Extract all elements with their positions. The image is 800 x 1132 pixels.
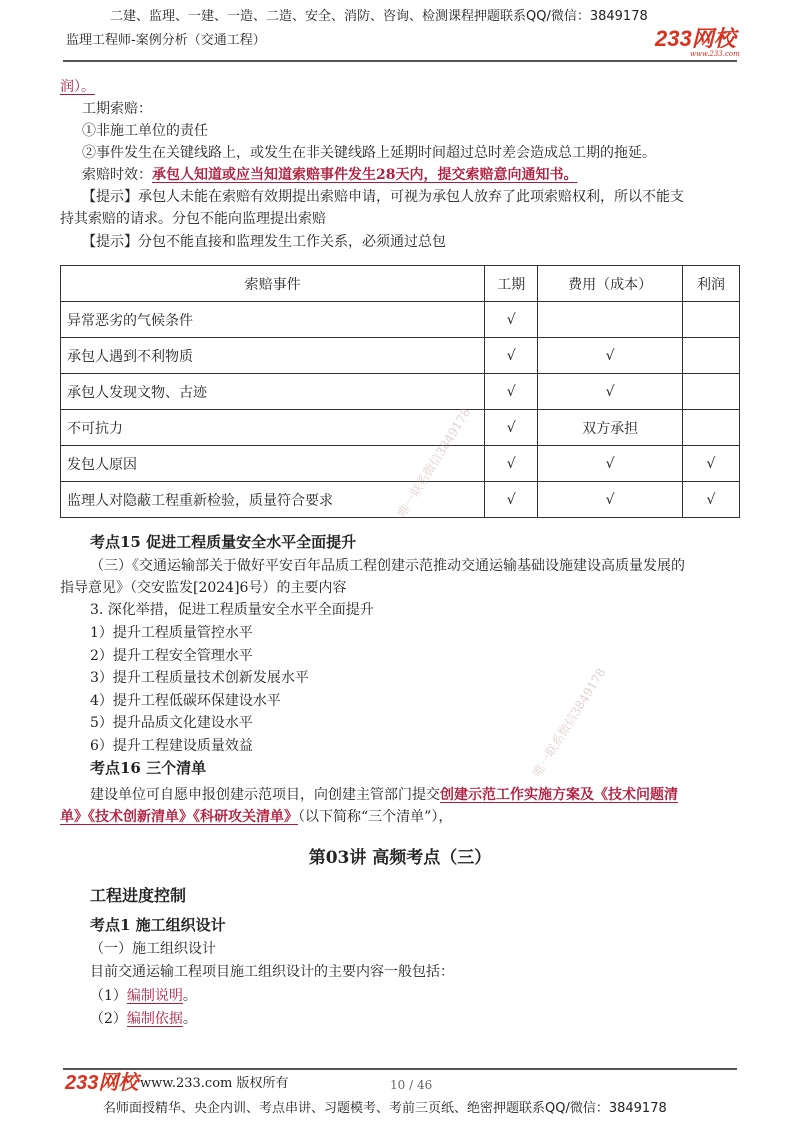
section-title: 考点15 促进工程质量安全水平全面提升 <box>90 533 357 551</box>
table-cell: √ <box>485 482 538 518</box>
footer-ad: 名师面授精华、央企内训、考点串讲、习题模考、考前三页纸、绝密押题联系QQ/微信：3849178 <box>103 1101 667 1116</box>
table-cell <box>683 338 740 374</box>
index: （2） <box>90 1011 127 1027</box>
section-title: 考点1 施工组织设计 <box>90 916 226 934</box>
column-header: 索赔事件 <box>61 266 485 302</box>
header-ad: 二建、监理、一建、一造、二造、安全、消防、咨询、检测课程押题联系QQ/微信：3849178 <box>110 9 648 24</box>
table-cell: √ <box>485 446 538 482</box>
text-line <box>90 785 678 805</box>
text-line: （一）施工组织设计 <box>90 941 216 957</box>
table-cell <box>683 374 740 410</box>
highlight: 创建示范工作实施方案及《技术问题清 <box>440 787 678 803</box>
chapter-title: 工程进度控制 <box>90 886 187 905</box>
list-item: 5）提升品质文化建设水平 <box>90 715 253 731</box>
watermark: 唯一联系微信3849178 <box>530 665 609 780</box>
table-cell: 不可抗力 <box>61 410 485 446</box>
list-item <box>90 1009 197 1029</box>
table-row <box>61 302 740 338</box>
table-cell: √ <box>485 374 538 410</box>
table-cell: √ <box>538 482 683 518</box>
text: 。 <box>182 1011 197 1027</box>
claims-table <box>60 265 740 518</box>
text: 建设单位可自愿申报创建示范项目，向创建主管部门提交 <box>90 787 440 803</box>
list-item: 6）提升工程建设质量效益 <box>90 737 253 754</box>
table-cell: √ <box>485 410 538 446</box>
table-cell: √ <box>485 302 538 338</box>
table-cell: √ <box>683 446 740 482</box>
highlight: 编制依据 <box>126 1011 183 1027</box>
text-line <box>82 165 577 185</box>
table-row <box>61 374 740 410</box>
list-item <box>90 986 197 1006</box>
table-cell: 发包人原因 <box>61 446 485 482</box>
text-line: 【提示】承包人未能在索赔有效期提出索赔申请，可视为承包人放弃了此项索赔权利，所以不能支 <box>82 189 684 205</box>
text-line: 指导意见》（交安监发[2024]6号）的主要内容 <box>60 580 347 596</box>
watermark: 唯一联系微信3849178 <box>395 405 474 520</box>
table-cell: √ <box>538 374 683 410</box>
section-title: 考点16 三个清单 <box>90 759 207 777</box>
header-rule <box>63 60 737 62</box>
footer-copyright: www.233.com 版权所有 <box>140 1076 289 1091</box>
text-line <box>60 807 452 827</box>
table-cell: 承包人遇到不利物质 <box>61 338 485 374</box>
header-logo-url: www.233.com <box>690 50 740 58</box>
label: 索赔时效： <box>82 167 152 183</box>
highlight: 单》《技术创新清单》《科研攻关清单》 <box>60 809 298 825</box>
highlight: 编制说明 <box>126 988 183 1004</box>
table-header-row <box>61 266 740 302</box>
text-line: 目前交通运输工程项目施工组织设计的主要内容一般包括： <box>90 964 454 980</box>
text-line: 持其索赔的请求。分包不能向监理提出索赔 <box>60 211 326 227</box>
lecture-title: 第03讲 高频考点（三） <box>308 848 492 868</box>
text: （以下简称“三个清单”）， <box>298 809 453 825</box>
page-number: 10 / 46 <box>390 1078 433 1092</box>
text-line: 工期索赔： <box>82 101 152 117</box>
column-header: 利润 <box>683 266 740 302</box>
table-cell <box>683 410 740 446</box>
footer-logo: 233网校 <box>65 1072 139 1094</box>
text-line: ①非施工单位的责任 <box>82 123 208 139</box>
header-logo: 233网校 <box>655 26 736 51</box>
list-item: 1）提升工程质量管控水平 <box>90 625 253 641</box>
table-cell: √ <box>683 482 740 518</box>
text-line: （三）《交通运输部关于做好平安百年品质工程创建示范推动交通运输基础设施建设高质量发展的 <box>90 558 685 574</box>
text: 。 <box>182 988 197 1004</box>
table-cell: 异常恶劣的气候条件 <box>61 302 485 338</box>
highlight: 承包人知道或应当知道索赔事件发生28天内，提交索赔意向通知书。 <box>152 167 578 183</box>
column-header: 费用（成本） <box>538 266 683 302</box>
table-row <box>61 446 740 482</box>
footer-rule <box>63 1068 737 1070</box>
table-cell: √ <box>485 338 538 374</box>
text-line: 【提示】分包不能直接和监理发生工作关系，必须通过总包 <box>82 234 446 250</box>
table-cell <box>538 302 683 338</box>
table-cell: √ <box>538 446 683 482</box>
table-cell: √ <box>538 338 683 374</box>
list-item: 4）提升工程低碳环保建设水平 <box>90 692 281 709</box>
text-line: ②事件发生在关键线路上，或发生在非关键线路上延期时间超过总时差会造成总工期的拖延。 <box>82 145 656 161</box>
list-item: 2）提升工程安全管理水平 <box>90 647 253 664</box>
text-line: 润）。 <box>60 79 95 95</box>
text-line: 3. 深化举措，促进工程质量安全水平全面提升 <box>90 602 374 618</box>
table-cell: 双方承担 <box>538 410 683 446</box>
table-cell <box>683 302 740 338</box>
table-cell: 承包人发现文物、古迹 <box>61 374 485 410</box>
column-header: 工期 <box>485 266 538 302</box>
table-row <box>61 338 740 374</box>
table-cell: 监理人对隐蔽工程重新检验，质量符合要求 <box>61 482 485 518</box>
header-subtitle: 监理工程师-案例分析（交通工程） <box>66 33 266 48</box>
index: （1） <box>90 988 127 1004</box>
list-item: 3）提升工程质量技术创新发展水平 <box>90 670 309 686</box>
table-row <box>61 410 740 446</box>
